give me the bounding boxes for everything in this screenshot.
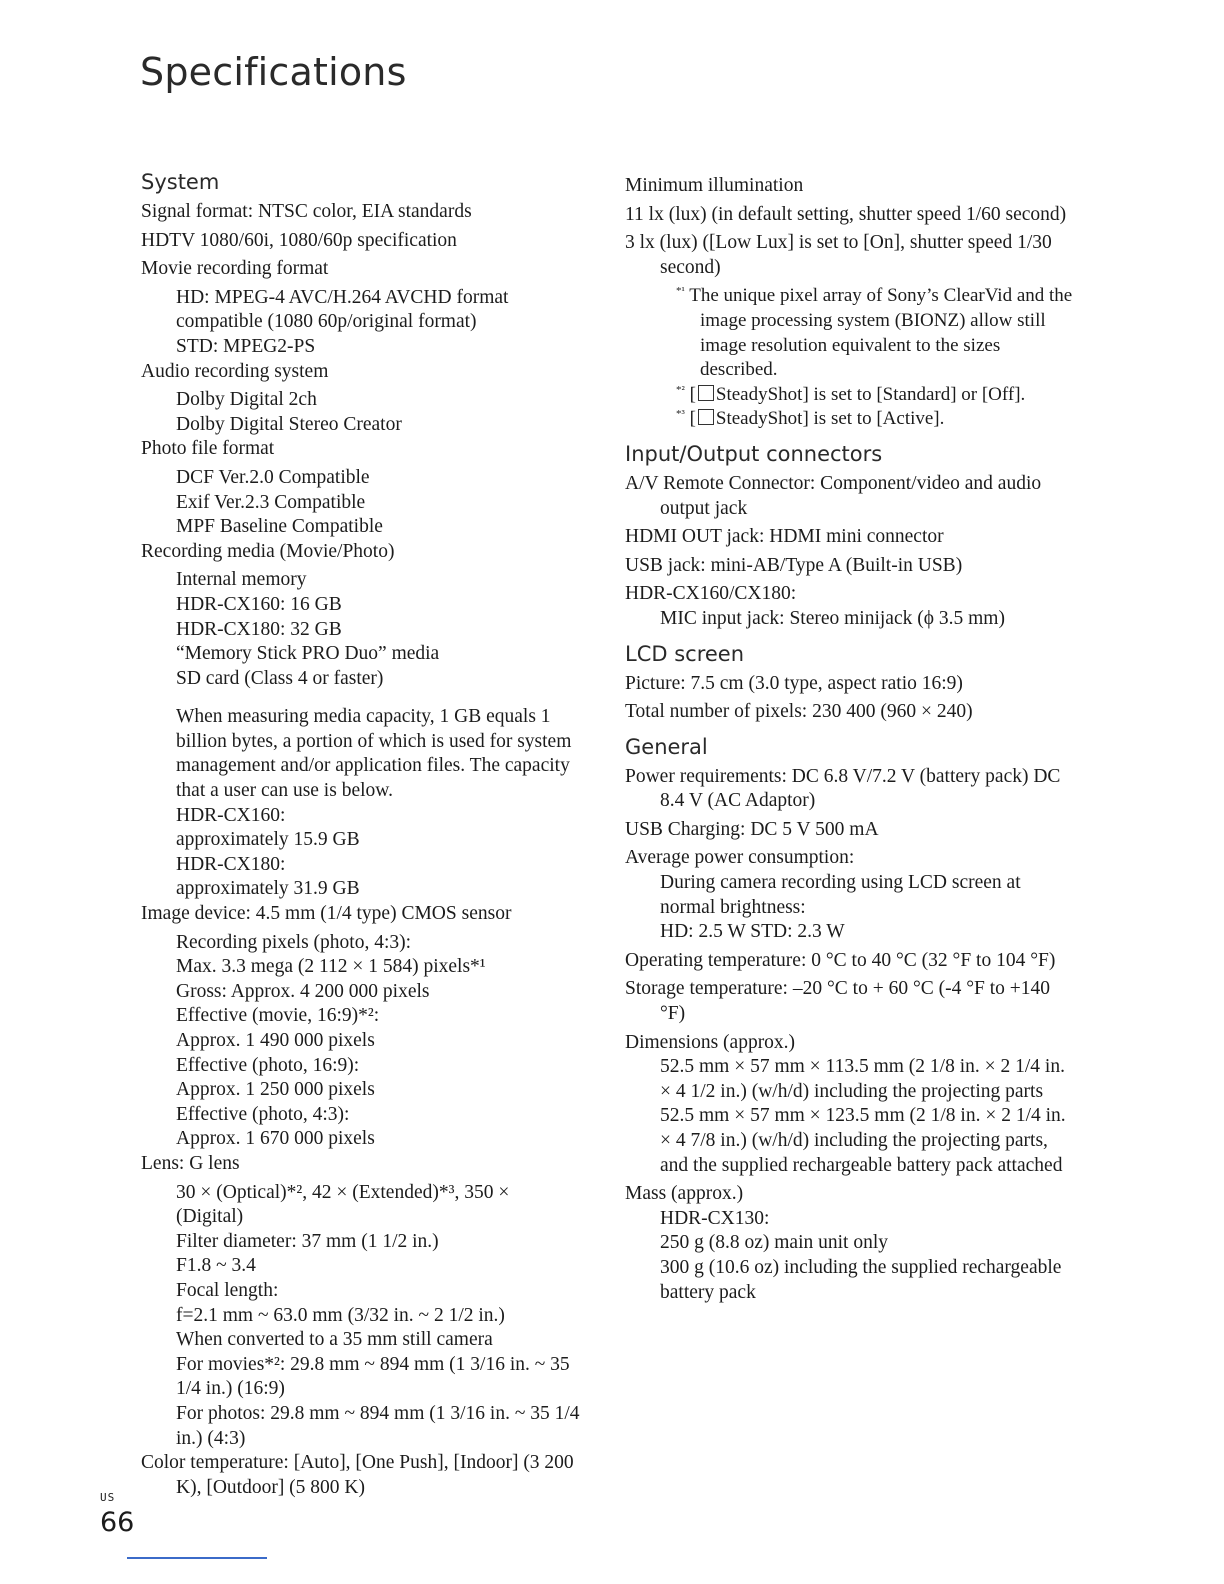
spec-io-mic: MIC input jack: Stereo minijack (ϕ 3.5 mm) [660, 607, 1005, 629]
spec-capacity-item: approximately 31.9 GB [176, 878, 360, 900]
page-title: Specifications [140, 50, 407, 94]
footnote-text-open: [ [689, 408, 696, 430]
spec-dimensions-item: 52.5 mm × 57 mm × 113.5 mm (2 1/8 in. × 2 1/4 in. × 4 1/2 in.) (w/h/d) including the projecting parts [660, 1056, 1065, 1102]
spec-storage-temp: Storage temperature: –20 °C to + 60 °C (-4 °F to +140 °F) [625, 978, 1051, 1025]
spec-min-illumination-item: 3 lx (lux) ([Low Lux] is set to [On], shutter speed 1/30 second) [625, 232, 1052, 278]
spec-capacity-item: HDR-CX160: [176, 804, 286, 826]
spec-operating-temp: Operating temperature: 0 °C to 40 °C (32 °F to 104 °F) [625, 949, 1056, 971]
spec-image-item: Effective (movie, 16:9)*²: [176, 1005, 380, 1027]
spec-mass-item: 300 g (10.6 oz) including the supplied rechargeable battery pack [660, 1256, 1062, 1303]
spec-photo-label: Photo file format [141, 438, 275, 460]
spec-media-item: SD card (Class 4 or faster) [176, 667, 384, 689]
spec-avg-power-label: Average power consumption: [625, 847, 855, 869]
spec-avg-power-item: During camera recording using LCD screen at normal brightness: [660, 872, 1021, 918]
footnote-text: SteadyShot] is set to [Active]. [715, 408, 945, 430]
spec-dimensions-label: Dimensions (approx.) [625, 1031, 796, 1053]
spec-capacity-item: HDR-CX180: [176, 853, 286, 875]
footnote-text-open: [ [689, 383, 696, 405]
bottom-rule [127, 1557, 267, 1559]
steadyshot-icon [698, 385, 714, 401]
footnote-mark: *² [676, 383, 685, 396]
spec-lens-item: For photos: 29.8 mm ~ 894 mm (1 3/16 in. ~ 35 1/4 in.) (4:3) [176, 1402, 580, 1449]
spec-capacity-note: When measuring media capacity, 1 GB equals 1 billion bytes, a portion of which is used for system management and/or application files. The capacity that a user can use is below. [176, 706, 572, 802]
spec-lens: Lens: G lens [141, 1152, 240, 1174]
spec-media-item: “Memory Stick PRO Duo” media [176, 643, 440, 665]
spec-movie-format-label: Movie recording format [141, 258, 329, 280]
spec-media-item: HDR-CX160: 16 GB [176, 593, 342, 615]
spec-image-item: Recording pixels (photo, 4:3): [176, 931, 412, 953]
spec-media-label: Recording media (Movie/Photo) [141, 540, 395, 562]
spec-usb-charging: USB Charging: DC 5 V 500 mA [625, 818, 879, 840]
spec-io-item: HDMI OUT jack: HDMI mini connector [625, 526, 944, 548]
spec-io-item: A/V Remote Connector: Component/video and audio output jack [625, 472, 1042, 519]
spec-audio-label: Audio recording system [141, 360, 329, 382]
spec-image-item: Max. 3.3 mega (2 112 × 1 584) pixels*¹ [176, 956, 486, 978]
spec-lens-item: F1.8 ~ 3.4 [176, 1255, 256, 1277]
spec-color-temperature: Color temperature: [Auto], [One Push], [Indoor] (3 200 K), [Outdoor] (5 800 K) [141, 1452, 574, 1498]
spec-movie-format-std: STD: MPEG2-PS [176, 335, 316, 357]
spec-lens-item: Focal length: [176, 1279, 279, 1301]
spec-media-item: HDR-CX180: 32 GB [176, 618, 342, 640]
spec-lens-item: Filter diameter: 37 mm (1 1/2 in.) [176, 1230, 439, 1252]
spec-movie-format-hd: HD: MPEG-4 AVC/H.264 AVCHD format compatible (1080 60p/original format) [176, 286, 509, 333]
footnote-text: SteadyShot] is set to [Standard] or [Off]. [715, 383, 1026, 405]
spec-avg-power-item: HD: 2.5 W STD: 2.3 W [660, 921, 845, 943]
section-heading-lcd: LCD screen [625, 641, 745, 666]
spec-image-item: Approx. 1 670 000 pixels [176, 1128, 375, 1150]
spec-min-illumination-item: 11 lx (lux) (in default setting, shutter speed 1/60 second) [625, 203, 1067, 225]
footnote-2 [676, 383, 1075, 408]
spec-image-device: Image device: 4.5 mm (1/4 type) CMOS sensor [141, 903, 512, 925]
footnote-3 [676, 407, 1075, 432]
spec-image-item: Approx. 1 250 000 pixels [176, 1079, 375, 1101]
spec-photo-item: Exif Ver.2.3 Compatible [176, 491, 366, 513]
spec-audio-item: Dolby Digital Stereo Creator [176, 413, 402, 435]
footnote-1 [676, 284, 1075, 382]
spec-lcd-item: Picture: 7.5 cm (3.0 type, aspect ratio 16:9) [625, 672, 963, 694]
language-code: US [100, 1491, 116, 1504]
spec-image-item: Approx. 1 490 000 pixels [176, 1030, 375, 1051]
page-number: 66 [100, 1507, 135, 1538]
spec-photo-item: MPF Baseline Compatible [176, 516, 383, 538]
page-footer [100, 1488, 134, 1538]
spec-min-illumination-label: Minimum illumination [625, 175, 804, 196]
spec-signal-format: Signal format: NTSC color, EIA standards [141, 201, 472, 222]
spec-lens-item: f=2.1 mm ~ 63.0 mm (3/32 in. ~ 2 1/2 in.) [176, 1304, 505, 1326]
spec-image-item: Gross: Approx. 4 200 000 pixels [176, 980, 430, 1002]
left-column [141, 168, 581, 1504]
footnote-mark: *¹ [676, 285, 685, 298]
spec-mass-item: HDR-CX130: [660, 1207, 770, 1229]
spec-mass-item: 250 g (8.8 oz) main unit only [660, 1232, 889, 1254]
spec-hdtv: HDTV 1080/60i, 1080/60p specification [141, 229, 457, 251]
spec-audio-item: Dolby Digital 2ch [176, 389, 317, 411]
right-column [625, 168, 1075, 1305]
spec-media-item: Internal memory [176, 569, 307, 591]
spec-capacity-item: approximately 15.9 GB [176, 829, 360, 851]
spec-power: Power requirements: DC 6.8 V/7.2 V (battery pack) DC 8.4 V (AC Adaptor) [625, 765, 1061, 812]
spec-mass-label: Mass (approx.) [625, 1183, 744, 1205]
spec-io-item: HDR-CX160/CX180: [625, 583, 797, 605]
spec-dimensions-item: 52.5 mm × 57 mm × 123.5 mm (2 1/8 in. × 2 1/4 in. × 4 7/8 in.) (w/h/d) including the projecting parts, and the supplied rechargeable battery pack attached [660, 1105, 1066, 1176]
section-heading-general: General [625, 734, 708, 759]
spec-lens-item: 30 × (Optical)*², 42 × (Extended)*³, 350 × (Digital) [176, 1181, 510, 1228]
spec-image-item: Effective (photo, 16:9): [176, 1054, 360, 1076]
section-heading-system: System [141, 170, 220, 194]
steadyshot-icon [698, 409, 714, 425]
spec-lens-item: When converted to a 35 mm still camera [176, 1329, 493, 1351]
footnote-mark: *³ [676, 408, 685, 421]
footnote-text: The unique pixel array of Sony’s ClearVid and the image processing system (BIONZ) allow still image resolution equivalent to the sizes described. [689, 285, 1073, 381]
spec-lcd-item: Total number of pixels: 230 400 (960 × 240) [625, 701, 973, 723]
spec-photo-item: DCF Ver.2.0 Compatible [176, 466, 370, 488]
spec-image-item: Effective (photo, 4:3): [176, 1103, 350, 1125]
spec-io-item: USB jack: mini-AB/Type A (Built-in USB) [625, 554, 963, 576]
spec-lens-item: For movies*²: 29.8 mm ~ 894 mm (1 3/16 in. ~ 35 1/4 in.) (16:9) [176, 1353, 570, 1400]
section-heading-io: Input/Output connectors [625, 441, 883, 466]
